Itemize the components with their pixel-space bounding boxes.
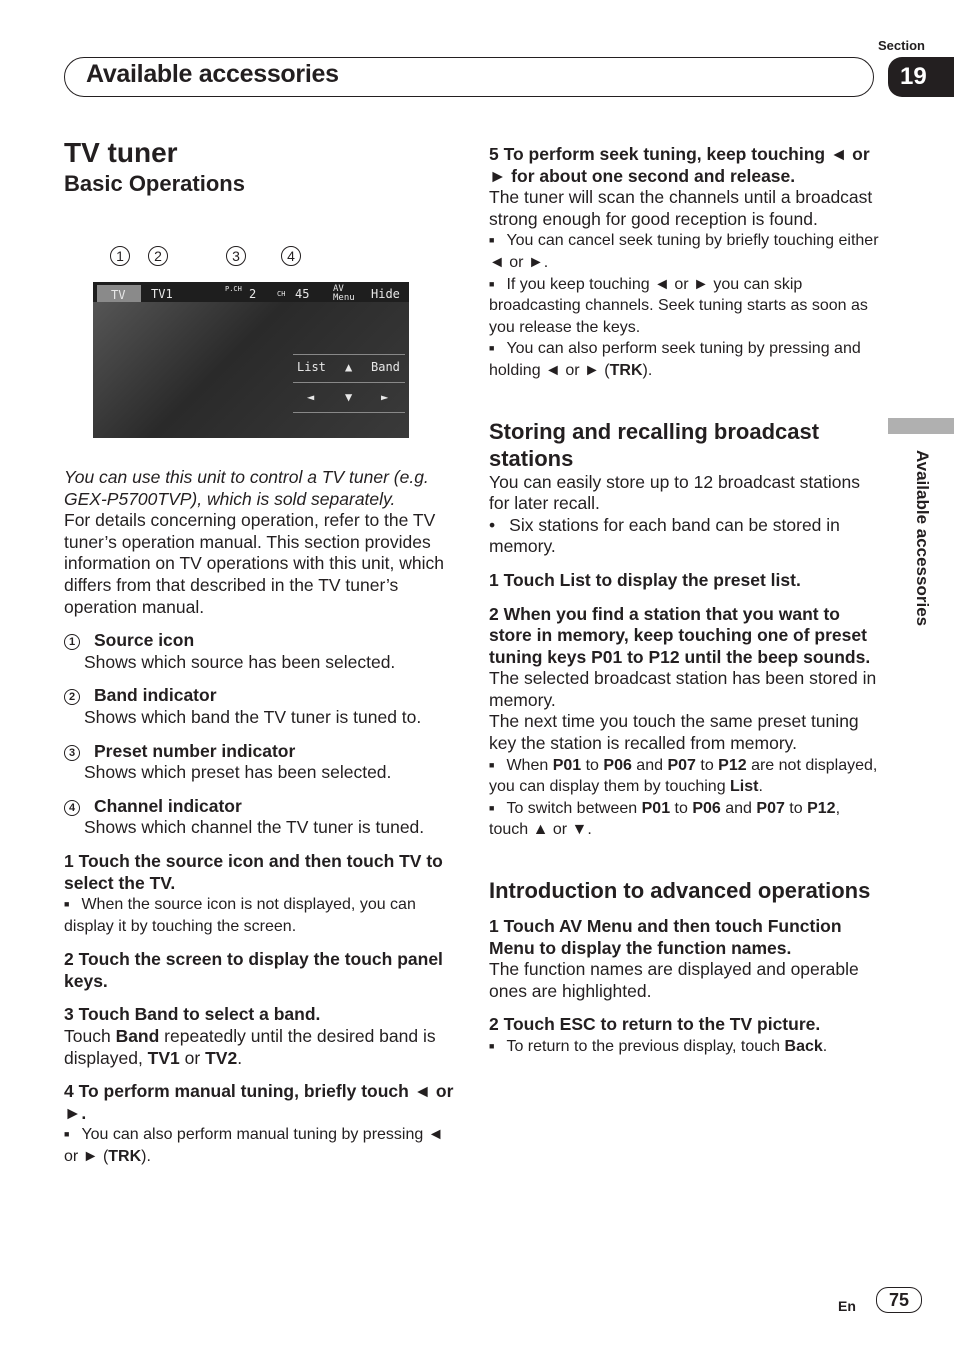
left-column (64, 137, 454, 197)
step-4: 4 To perform manual tuning, briefly touch ◄ or ►. (64, 1081, 454, 1123)
item-1-desc: Shows which source has been selected. (84, 651, 396, 672)
section-number: 19 (888, 57, 954, 97)
storing-bullet: • Six stations for each band can be stored in memory. (489, 515, 879, 558)
item-2-desc: Shows which band the TV tuner is tuned to. (84, 706, 422, 727)
tv-screen-image (93, 282, 409, 438)
callout-2: 2 (148, 246, 168, 266)
side-label: Available accessories (913, 450, 932, 627)
advanced-title: Introduction to advanced operations (489, 878, 871, 904)
intro-italic: You can use this unit to control a TV tuner (e.g. GEX-P5700TVP), which is sold separately. (64, 467, 429, 509)
screen-hide: Hide (371, 287, 400, 301)
left-body (64, 467, 454, 1168)
screen-av-menu: AV Menu (333, 284, 355, 303)
item-2: 2 Band indicator (64, 685, 454, 707)
step-3-text: Touch Band repeatedly until the desired band is displayed, TV1 or TV2. (64, 1026, 436, 1068)
store-step-2-text-1: The selected broadcast station has been stored in memory. (489, 668, 877, 710)
step-4-note: ■ You can also perform manual tuning by pressing ◄ or ► (TRK). (64, 1124, 454, 1167)
adv-step-2: 2 Touch ESC to return to the TV picture. (489, 1014, 821, 1035)
step-5-note-1: ■ You can cancel seek tuning by briefly touching either ◄ or ►. (489, 230, 879, 273)
screen-left: ◄ (307, 390, 315, 404)
step-5: 5 To perform seek tuning, keep touching ◄ or ► for about one second and release. (489, 144, 870, 186)
store-step-1: 1 Touch List to display the preset list. (489, 569, 801, 590)
item-3-desc: Shows which preset has been selected. (84, 762, 392, 783)
callout-1: 1 (110, 246, 130, 266)
step-5-text: The tuner will scan the channels until a broadcast strong enough for good reception is found. (489, 187, 873, 229)
side-tab (888, 418, 954, 434)
subsection-title: Basic Operations (64, 170, 245, 196)
page-number: 75 (876, 1287, 922, 1313)
screen-band-btn: Band (371, 360, 400, 374)
store-note-1: ■ When P01 to P06 and P07 to P12 are not displayed, you can display them by touching List. (489, 755, 879, 798)
store-step-2: 2 When you find a station that you want to store in memory, keep touching one of preset tuning keys P01 to P12 until the beep sounds. (489, 603, 871, 667)
step-2: 2 Touch the screen to display the touch panel keys. (64, 949, 443, 991)
item-1: 1 Source icon (64, 630, 454, 652)
store-step-2-text-2: The next time you touch the same preset tuning key the station is recalled from memory. (489, 711, 859, 754)
page-title: Available accessories (86, 60, 339, 88)
step-1: 1 Touch the source icon and then touch TV to select the TV. (64, 850, 443, 893)
step-5-note-2: ■ If you keep touching ◄ or ► you can skip broadcasting channels. Seek tuning starts as soon as you release the keys. (489, 274, 879, 339)
footer-language: En (838, 1298, 856, 1314)
store-note-2: ■ To switch between P01 to P06 and P07 to P12, touch ▲ or ▼. (489, 798, 879, 841)
storing-text: You can easily store up to 12 broadcast stations for later recall. (489, 471, 860, 514)
screen-up: ▲ (345, 360, 353, 374)
screen-pch-value: 2 (249, 287, 257, 301)
screen-source: TV (111, 288, 126, 302)
screen-ch-label: CH (277, 290, 286, 298)
callout-3: 3 (226, 246, 246, 266)
screen-down: ▼ (345, 390, 353, 404)
screen-ch-value: 45 (295, 287, 310, 301)
screen-band: TV1 (151, 287, 173, 301)
item-4: 4 Channel indicator (64, 796, 454, 818)
item-3: 3 Preset number indicator (64, 741, 454, 763)
step-1-note: ■ When the source icon is not displayed, you can display it by touching the screen. (64, 894, 454, 937)
section-title: TV tuner (64, 137, 178, 168)
step-3: 3 Touch Band to select a band. (64, 1004, 321, 1025)
storing-title: Storing and recalling broadcast stations (489, 418, 820, 471)
adv-step-2-note: ■ To return to the previous display, touch Back. (489, 1036, 879, 1058)
callout-4: 4 (281, 246, 301, 266)
screen-list: List (297, 360, 326, 374)
item-4-desc: Shows which channel the TV tuner is tuned. (84, 817, 425, 838)
adv-step-1-text: The function names are displayed and operable ones are highlighted. (489, 959, 859, 1001)
intro-text: For details concerning operation, refer to the TV tuner’s operation manual. This section provides information on TV operations with this unit, which differs from that described in the TV tuner’s operation manual. (64, 510, 445, 617)
section-label: Section (878, 38, 925, 53)
screen-pch-label: P.CH (225, 285, 242, 293)
screen-right: ► (381, 390, 389, 404)
step-5-note-3: ■ You can also perform seek tuning by pressing and holding ◄ or ► (TRK). (489, 338, 879, 381)
right-column (489, 144, 879, 1058)
adv-step-1: 1 Touch AV Menu and then touch Function Menu to display the function names. (489, 916, 842, 958)
